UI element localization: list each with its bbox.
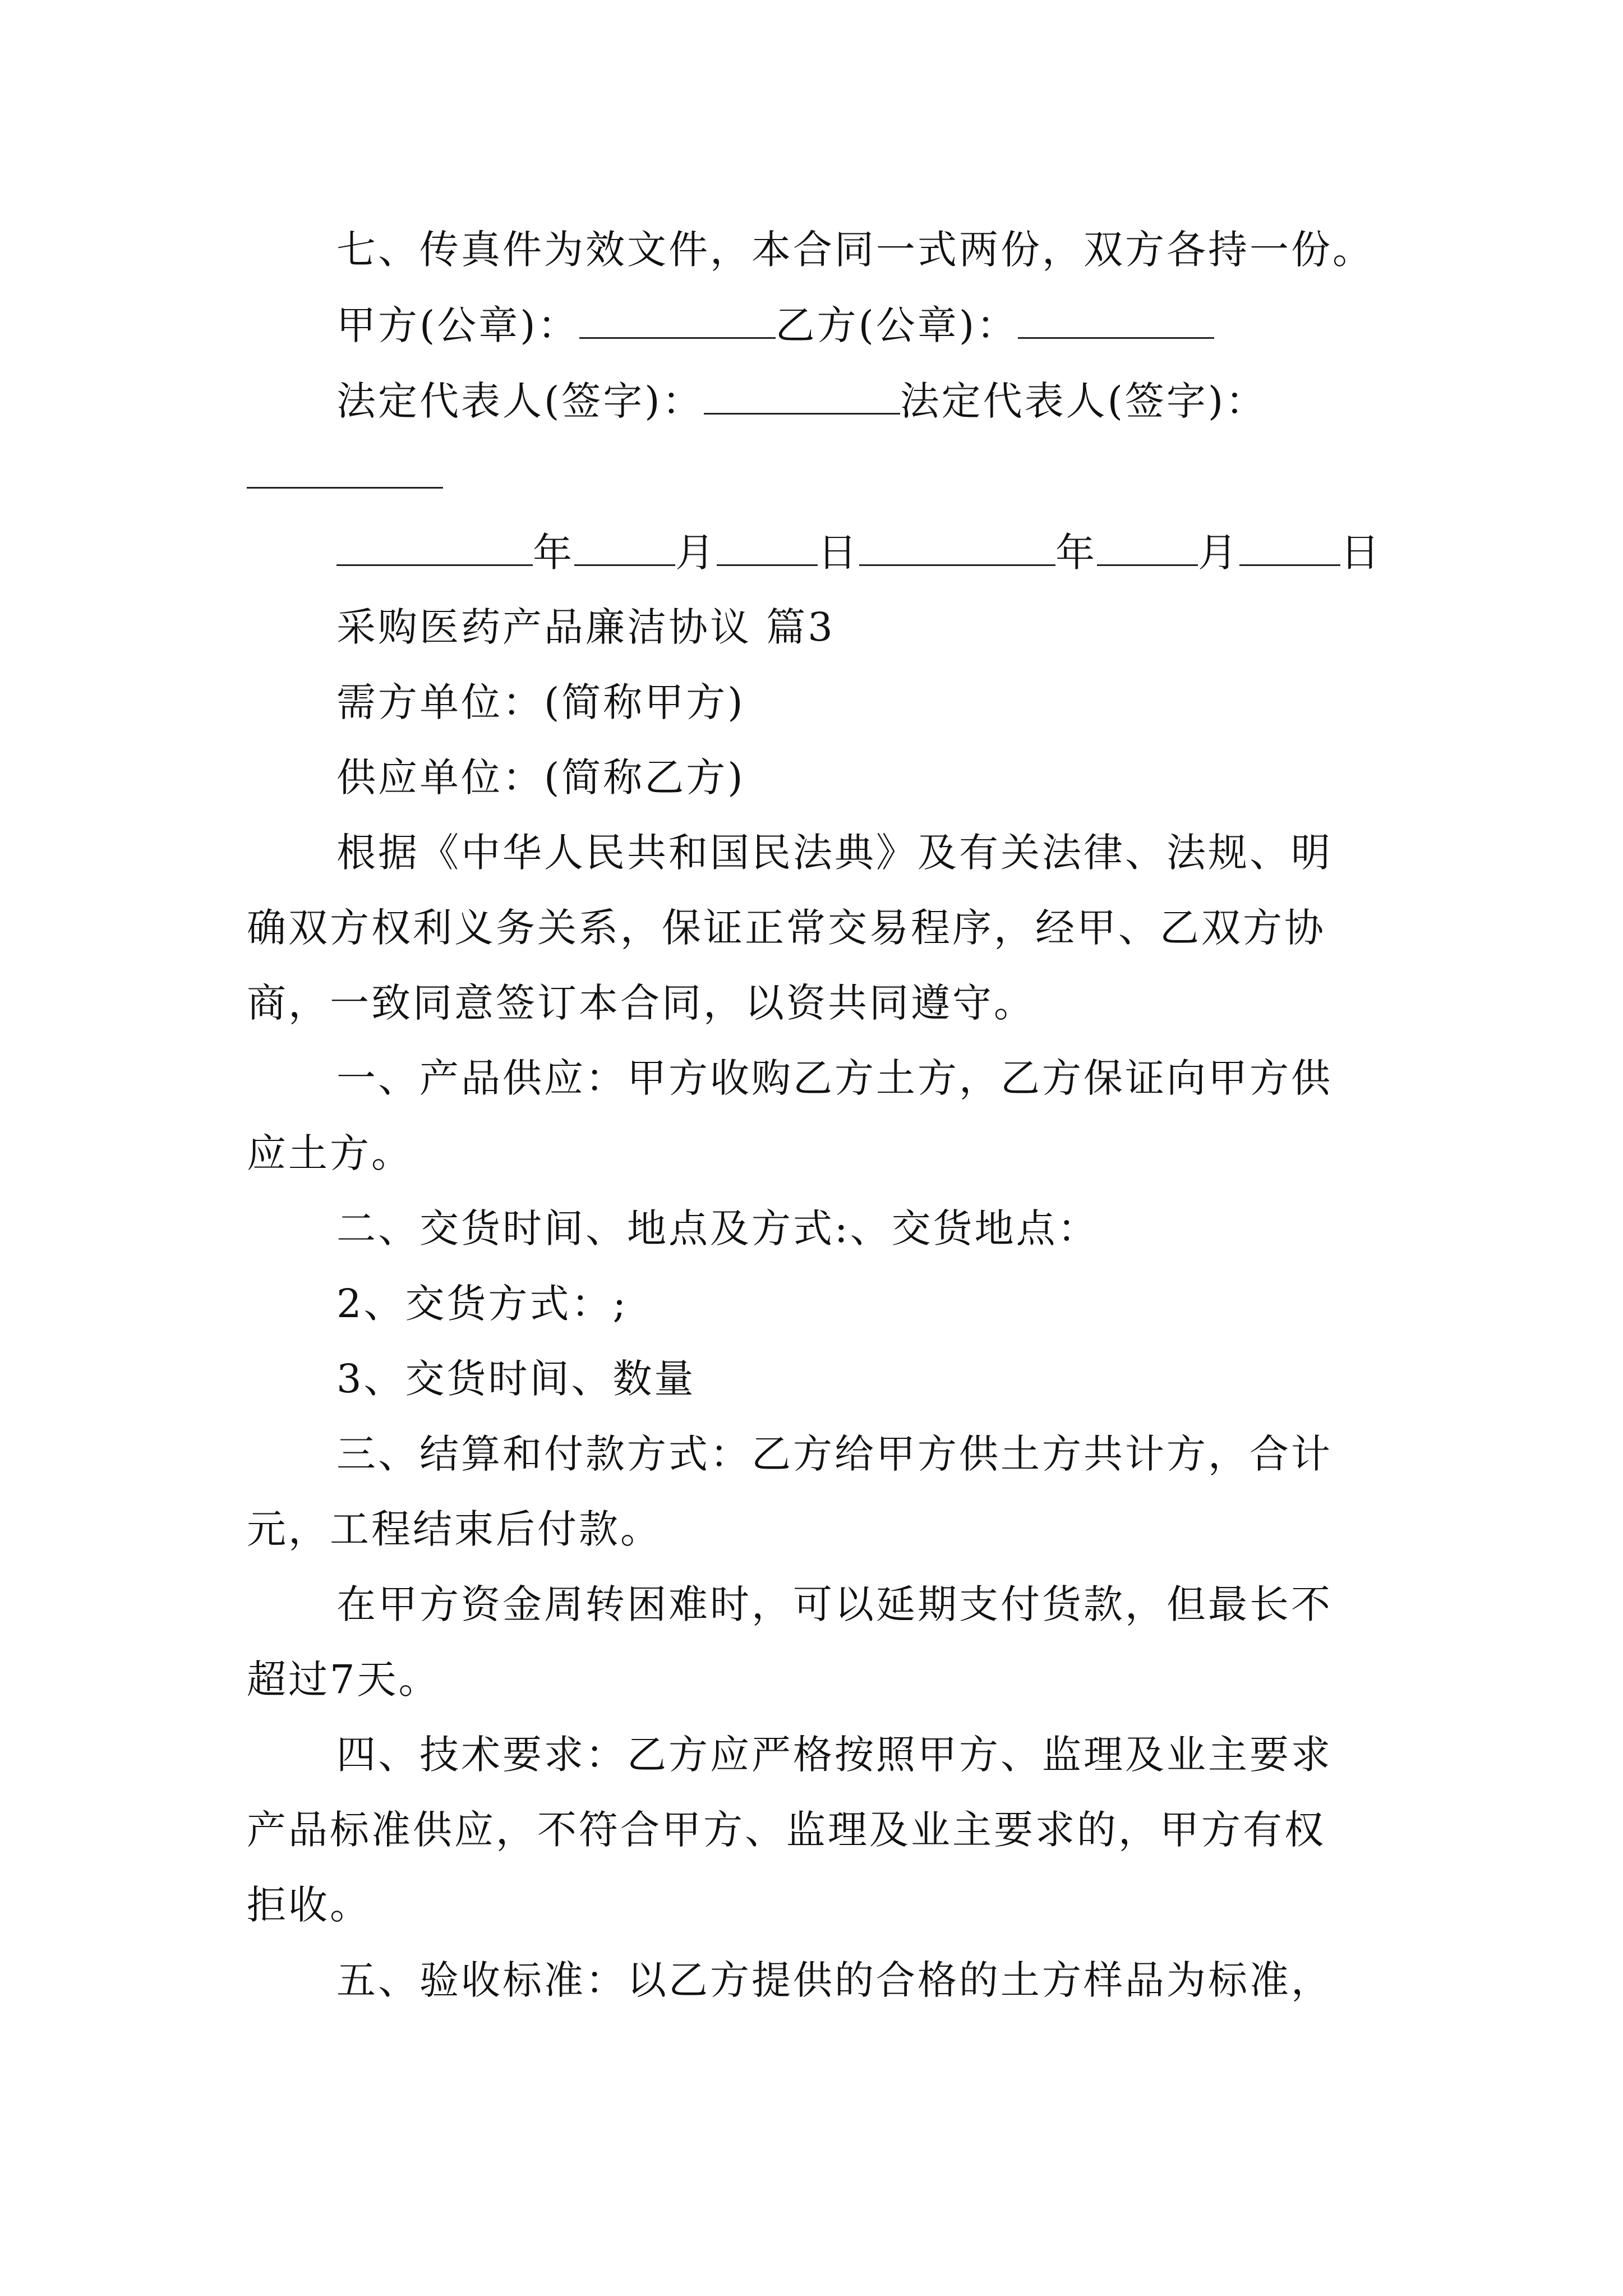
party-a-seal-label: 甲方(公章)： (336, 302, 579, 348)
party-b-seal-blank (1018, 305, 1214, 339)
clause-2-item-2: 2、交货方式：; (336, 1281, 629, 1327)
clause-1-line-1: 一、产品供应：甲方收购乙方土方，乙方保证向甲方供 (336, 1055, 1332, 1101)
clause-4-line-2: 产品标准供应，不符合甲方、监理及业主要求的，甲方有权 (247, 1807, 1326, 1853)
section-title: 采购医药产品廉洁协议 篇3 (336, 604, 835, 650)
party-b-rep-blank (247, 487, 443, 489)
clause-3-line-1: 三、结算和付款方式：乙方给甲方供土方共计方，合计 (336, 1431, 1332, 1477)
party-a-rep-label: 法定代表人(签字)： (336, 378, 704, 424)
date-b-year-blank (859, 532, 1055, 566)
date-b-day: 日 (1340, 530, 1382, 576)
date-a-year-blank (336, 532, 533, 566)
date-a-year: 年 (533, 530, 574, 576)
preamble-line-2: 确双方权利义务关系，保证正常交易程序，经甲、乙双方协 (247, 905, 1326, 951)
preamble-line-1: 根据《中华人民共和国民法典》及有关法律、法规、明 (336, 830, 1332, 876)
clause-3-line-2: 元，工程结束后付款。 (247, 1506, 662, 1552)
deferral-line-1: 在甲方资金周转困难时，可以延期支付货款，但最长不 (336, 1581, 1332, 1627)
clause-4-line-3: 拒收。 (247, 1882, 371, 1928)
party-b-rep-label: 法定代表人(签字)： (900, 378, 1267, 424)
seal-line (336, 297, 1475, 353)
clause-2: 二、交货时间、地点及方式:、交货地点： (336, 1205, 1099, 1251)
date-b-month-blank (1097, 532, 1198, 566)
buyer-unit: 需方单位：(简称甲方) (336, 679, 745, 725)
date-a-month: 月 (675, 530, 717, 576)
date-b-day-blank (1239, 532, 1340, 566)
deferral-line-2: 超过7天。 (247, 1657, 440, 1703)
clause-5-line-1: 五、验收标准：以乙方提供的合格的土方样品为标准， (336, 1957, 1332, 2003)
clause-4-line-1: 四、技术要求：乙方应严格按照甲方、监理及业主要求 (336, 1732, 1332, 1778)
party-a-seal-blank (579, 305, 776, 339)
party-a-rep-blank (704, 380, 900, 415)
preamble-line-3: 商，一致同意签订本合同，以资共同遵守。 (247, 980, 1035, 1026)
party-b-seal-label: 乙方(公章)： (775, 302, 1018, 348)
date-b-year: 年 (1055, 530, 1097, 576)
date-a-day: 日 (818, 530, 859, 576)
date-b-month: 月 (1198, 530, 1239, 576)
date-a-month-blank (574, 532, 675, 566)
clause-7 (336, 222, 1475, 278)
representative-line (336, 373, 1475, 429)
supplier-unit: 供应单位：(简称乙方) (336, 754, 745, 800)
clause-1-line-2: 应土方。 (247, 1130, 413, 1176)
date-line (336, 524, 1475, 581)
clause-2-item-3: 3、交货时间、数量 (336, 1356, 696, 1402)
date-a-day-blank (717, 532, 818, 566)
clause-7-text: 七、传真件为效文件，本合同一式两份，双方各持一份。 (336, 227, 1374, 273)
